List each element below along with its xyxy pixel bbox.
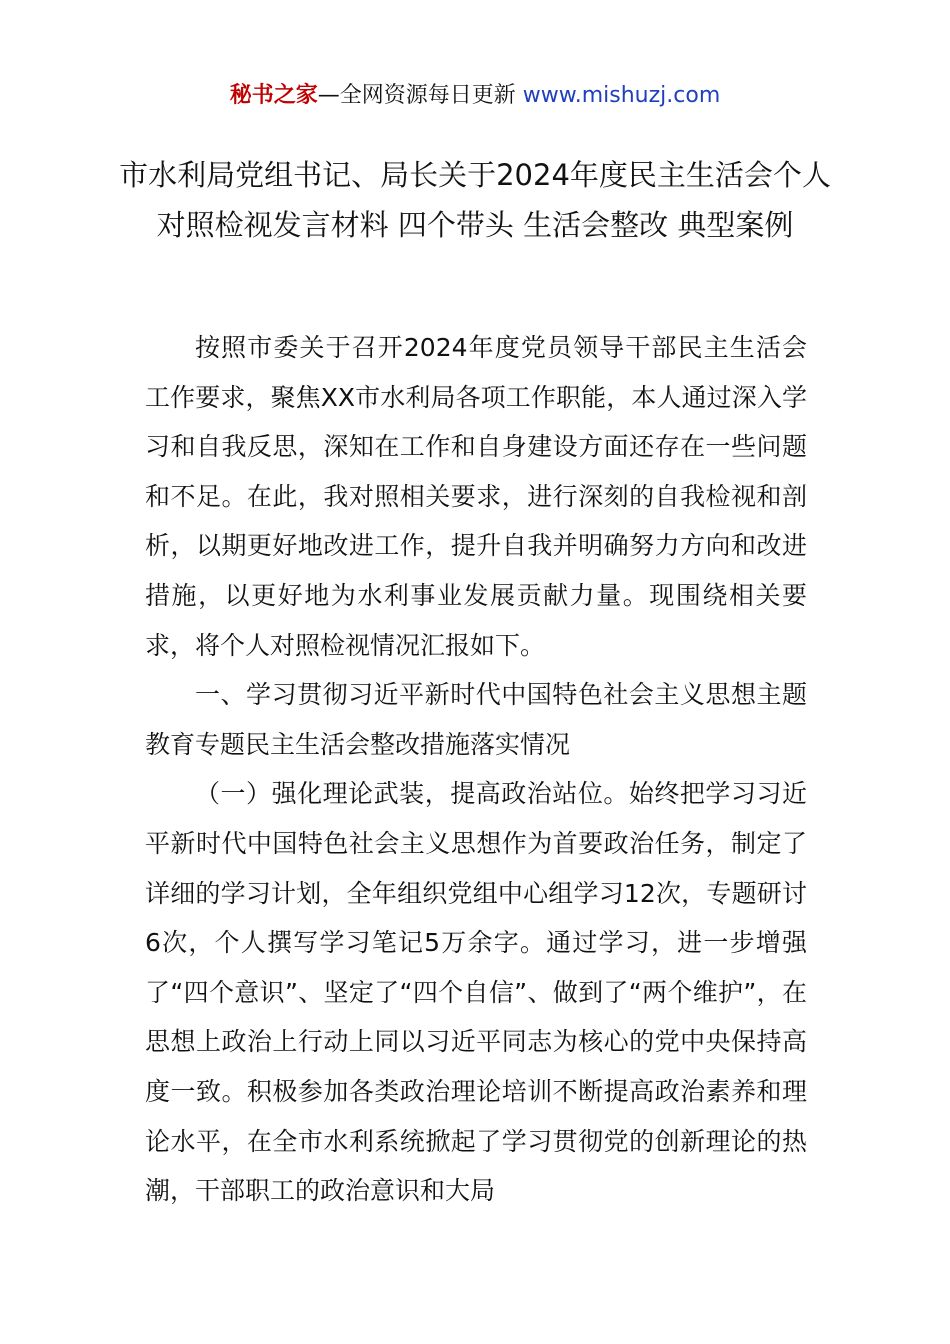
document-body — [145, 323, 807, 1216]
site-tagline: —全网资源每日更新 — [317, 83, 523, 108]
subsection-paragraph: （一）强化理论武装，提高政治站位。始终把学习习近平新时代中国特色社会主义思想作为首要政治任务，制定了详细的学习计划，全年组织党组中心组学习12次，专题研讨6次，个人撰写学习笔记5万余字。通过学习，进一步增强了“四个意识”、坚定了“四个自信”、做到了“两个维护”，在思想上政治上行动上同以习近平同志为核心的党中央保持高度一致。积极参加各类政治理论培训不断提高政治素养和理论水平，在全市水利系统掀起了学习贯彻党的创新理论的热潮，干部职工的政治意识和大局 — [145, 779, 807, 1206]
site-header — [0, 80, 950, 112]
section-heading: 一、学习贯彻习近平新时代中国特色社会主义思想主题教育专题民主生活会整改措施落实情况 — [145, 680, 807, 759]
intro-paragraph: 按照市委关于召开2024年度党员领导干部民主生活会工作要求，聚焦XX市水利局各项工作职能，本人通过深入学习和自我反思，深知在工作和自身建设方面还存在一些问题和不足。在此，我对照相关要求，进行深刻的自我检视和剖析，以期更好地改进工作，提升自我并明确努力方向和改进措施，以更好地为水利事业发展贡献力量。现围绕相关要求，将个人对照检视情况汇报如下。 — [145, 333, 807, 660]
site-brand: 秘书之家 — [229, 83, 318, 108]
document-title: 市水利局党组书记、局长关于2024年度民主生活会个人对照检视发言材料 四个带头 生活会整改 典型案例 — [119, 158, 831, 242]
site-url-link[interactable]: www.mishuzj.com — [522, 83, 721, 108]
